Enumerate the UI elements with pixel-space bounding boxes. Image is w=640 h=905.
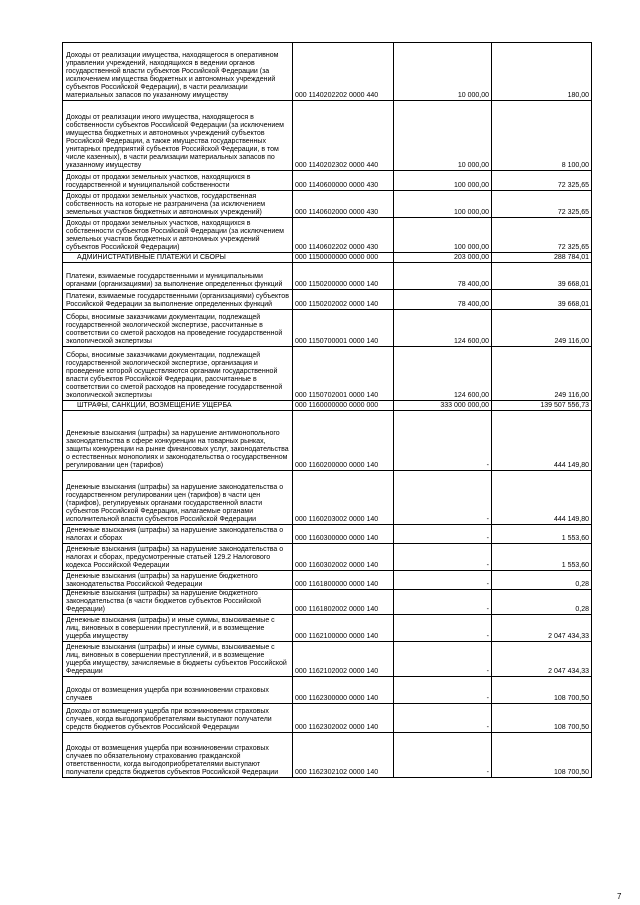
budget-code-cell: 000 1150700001 0000 140 (293, 310, 394, 347)
income-name-cell: Денежные взыскания (штрафы) и иные суммы, взыскиваемые с лиц, виновных в совершении преступлений, и в возмещение ущерба имуществу, зачисляемые в бюджеты субъектов Российской Федерации (63, 642, 293, 677)
plan-amount-cell: 124 600,00 (394, 310, 492, 347)
income-name-cell: Платежи, взимаемые государственными и муниципальными органами (организациями) за выполнение определенных функций (63, 263, 293, 290)
plan-amount-cell: - (394, 615, 492, 642)
plan-amount-cell: - (394, 544, 492, 571)
table-row (63, 218, 592, 253)
plan-amount-cell: - (394, 525, 492, 544)
actual-amount-cell: 249 116,00 (492, 347, 592, 401)
actual-amount-cell: 444 149,80 (492, 411, 592, 471)
budget-code-cell: 000 1150202002 0000 140 (293, 290, 394, 310)
table-row (63, 263, 592, 290)
budget-code-cell: 000 1162302102 0000 140 (293, 733, 394, 778)
actual-amount-cell: 0,28 (492, 590, 592, 615)
plan-amount-cell: - (394, 677, 492, 704)
table-row (63, 290, 592, 310)
plan-amount-cell: 100 000,00 (394, 171, 492, 191)
actual-amount-cell: 444 149,80 (492, 471, 592, 525)
income-name-cell: Доходы от продажи земельных участков, находящихся в собственности субъектов Российской Федерации (за исключением земельных участков бюджетных и автономных учреждений субъектов Российской Федерации) (63, 218, 293, 253)
section-row (63, 401, 592, 411)
actual-amount-cell: 72 325,65 (492, 191, 592, 218)
income-name-cell: Денежные взыскания (штрафы) за нарушение бюджетного законодательства (в части бюджетов субъектов Российской Федерации) (63, 590, 293, 615)
actual-amount-cell: 39 668,01 (492, 263, 592, 290)
budget-code-cell: 000 1160000000 0000 000 (293, 401, 394, 411)
budget-code-cell: 000 1162300000 0000 140 (293, 677, 394, 704)
budget-code-cell: 000 1161800000 0000 140 (293, 571, 394, 590)
section-row (63, 253, 592, 263)
report-page (62, 42, 592, 778)
actual-amount-cell: 2 047 434,33 (492, 615, 592, 642)
budget-code-cell: 000 1160302002 0000 140 (293, 544, 394, 571)
actual-amount-cell: 139 507 556,73 (492, 401, 592, 411)
table-row (63, 411, 592, 471)
budget-code-cell: 000 1162302002 0000 140 (293, 704, 394, 733)
budget-code-cell: 000 1140202302 0000 440 (293, 101, 394, 171)
budget-code-cell: 000 1140600000 0000 430 (293, 171, 394, 191)
income-name-cell: Доходы от реализации иного имущества, находящегося в собственности субъектов Российской Федерации (за исключением имущества бюджетных и автономных учреждений субъектов Российской Федерации, а также имущества государственных унитарных предприятий субъектов Российской Федерации, в том числе казенных), в части реализации материальных запасов по указанному имуществу (63, 101, 293, 171)
budget-code-cell: 000 1150702001 0000 140 (293, 347, 394, 401)
table-row (63, 704, 592, 733)
income-name-cell: Платежи, взимаемые государственными (организациями) субъектов Российской Федерации за выполнение определенных функций (63, 290, 293, 310)
actual-amount-cell: 108 700,50 (492, 704, 592, 733)
income-name-cell: Денежные взыскания (штрафы) за нарушение бюджетного законодательства Российской Федерации (63, 571, 293, 590)
revenue-table (62, 42, 592, 778)
income-name-cell: Доходы от продажи земельных участков, находящихся в государственной и муниципальной собственности (63, 171, 293, 191)
budget-code-cell: 000 1162102002 0000 140 (293, 642, 394, 677)
income-name-cell: Денежные взыскания (штрафы) за нарушение законодательства о государственном регулировании цен (тарифов) в части цен (тарифов), регулируемых органами государственной власти субъектов Российской Федерации, налагаемые органами исполнительной власти субъектов Российской Федерации (63, 471, 293, 525)
income-name-cell: Доходы от продажи земельных участков, государственная собственность на которые не разграничена (за исключением земельных участков бюджетных и автономных учреждений) (63, 191, 293, 218)
budget-code-cell: 000 1161802002 0000 140 (293, 590, 394, 615)
budget-code-cell: 000 1160203002 0000 140 (293, 471, 394, 525)
revenue-table-body (63, 43, 592, 778)
income-name-cell: Сборы, вносимые заказчиками документации, подлежащей государственной экологической экспертизе, организация и проведение которой осуществляются органами государственной власти субъектов Российской Федерации, рассчитанные в соответствии со сметой расходов на проведение государственной экологической экспертизы (63, 347, 293, 401)
budget-code-cell: 000 1160200000 0000 140 (293, 411, 394, 471)
actual-amount-cell: 8 100,00 (492, 101, 592, 171)
actual-amount-cell: 108 700,50 (492, 733, 592, 778)
table-row (63, 101, 592, 171)
budget-code-cell: 000 1150200000 0000 140 (293, 263, 394, 290)
table-row (63, 571, 592, 590)
table-row (63, 590, 592, 615)
plan-amount-cell: 203 000,00 (394, 253, 492, 263)
income-name-cell: Денежные взыскания (штрафы) за нарушение законодательства о налогах и сборах, предусмотренные статьей 129.2 Налогового кодекса Российской Федерации (63, 544, 293, 571)
plan-amount-cell: 78 400,00 (394, 290, 492, 310)
plan-amount-cell: - (394, 590, 492, 615)
actual-amount-cell: 249 116,00 (492, 310, 592, 347)
budget-code-cell: 000 1150000000 0000 000 (293, 253, 394, 263)
plan-amount-cell: 124 600,00 (394, 347, 492, 401)
income-name-cell: Денежные взыскания (штрафы) за нарушение антимонопольного законодательства в сфере конкуренции на товарных рынках, защиты конкуренции на рынке финансовых услуг, законодательства о естественных монополиях и законодательства о государственном регулировании цен (тарифов) (63, 411, 293, 471)
table-row (63, 471, 592, 525)
income-name-cell: ШТРАФЫ, САНКЦИИ, ВОЗМЕЩЕНИЕ УЩЕРБА (63, 401, 293, 411)
plan-amount-cell: 100 000,00 (394, 218, 492, 253)
actual-amount-cell: 1 553,60 (492, 544, 592, 571)
plan-amount-cell: 10 000,00 (394, 101, 492, 171)
budget-code-cell: 000 1160300000 0000 140 (293, 525, 394, 544)
table-row (63, 544, 592, 571)
plan-amount-cell: - (394, 471, 492, 525)
budget-code-cell: 000 1140202202 0000 440 (293, 43, 394, 101)
actual-amount-cell: 2 047 434,33 (492, 642, 592, 677)
plan-amount-cell: 100 000,00 (394, 191, 492, 218)
table-row (63, 191, 592, 218)
plan-amount-cell: 333 000 000,00 (394, 401, 492, 411)
budget-code-cell: 000 1162100000 0000 140 (293, 615, 394, 642)
table-row (63, 525, 592, 544)
plan-amount-cell: - (394, 704, 492, 733)
actual-amount-cell: 72 325,65 (492, 218, 592, 253)
table-row (63, 615, 592, 642)
plan-amount-cell: - (394, 411, 492, 471)
income-name-cell: Доходы от возмещения ущерба при возникновении страховых случаев (63, 677, 293, 704)
table-row (63, 642, 592, 677)
income-name-cell: Доходы от возмещения ущерба при возникновении страховых случаев по обязательному страхованию гражданской ответственности, когда выгодоприобретателями выступают получатели средств бюджетов субъектов Российской Федерации (63, 733, 293, 778)
plan-amount-cell: 10 000,00 (394, 43, 492, 101)
budget-code-cell: 000 1140602202 0000 430 (293, 218, 394, 253)
income-name-cell: Денежные взыскания (штрафы) и иные суммы, взыскиваемые с лиц, виновных в совершении преступлений, и в возмещение ущерба имуществу (63, 615, 293, 642)
table-row (63, 347, 592, 401)
plan-amount-cell: - (394, 733, 492, 778)
income-name-cell: Доходы от возмещения ущерба при возникновении страховых случаев, когда выгодоприобретателями выступают получатели средств бюджетов субъектов Российской Федерации (63, 704, 293, 733)
table-row (63, 310, 592, 347)
actual-amount-cell: 39 668,01 (492, 290, 592, 310)
actual-amount-cell: 288 784,01 (492, 253, 592, 263)
budget-code-cell: 000 1140602000 0000 430 (293, 191, 394, 218)
page-number: 7 (617, 892, 622, 901)
actual-amount-cell: 108 700,50 (492, 677, 592, 704)
table-row (63, 171, 592, 191)
actual-amount-cell: 0,28 (492, 571, 592, 590)
table-row (63, 733, 592, 778)
income-name-cell: Денежные взыскания (штрафы) за нарушение законодательства о налогах и сборах (63, 525, 293, 544)
table-row (63, 43, 592, 101)
plan-amount-cell: - (394, 642, 492, 677)
income-name-cell: Доходы от реализации имущества, находящегося в оперативном управлении учреждений, находящихся в ведении органов государственной власти субъектов Российской Федерации (за исключением имущества бюджетных и автономных учреждений субъектов Российской Федерации), в части реализации материальных запасов по указанному имуществу (63, 43, 293, 101)
actual-amount-cell: 72 325,65 (492, 171, 592, 191)
income-name-cell: АДМИНИСТРАТИВНЫЕ ПЛАТЕЖИ И СБОРЫ (63, 253, 293, 263)
income-name-cell: Сборы, вносимые заказчиками документации, подлежащей государственной экологической экспертизе, рассчитанные в соответствии со сметой расходов на проведение государственной экологической экспертизы (63, 310, 293, 347)
table-row (63, 677, 592, 704)
plan-amount-cell: - (394, 571, 492, 590)
actual-amount-cell: 1 553,60 (492, 525, 592, 544)
actual-amount-cell: 180,00 (492, 43, 592, 101)
plan-amount-cell: 78 400,00 (394, 263, 492, 290)
